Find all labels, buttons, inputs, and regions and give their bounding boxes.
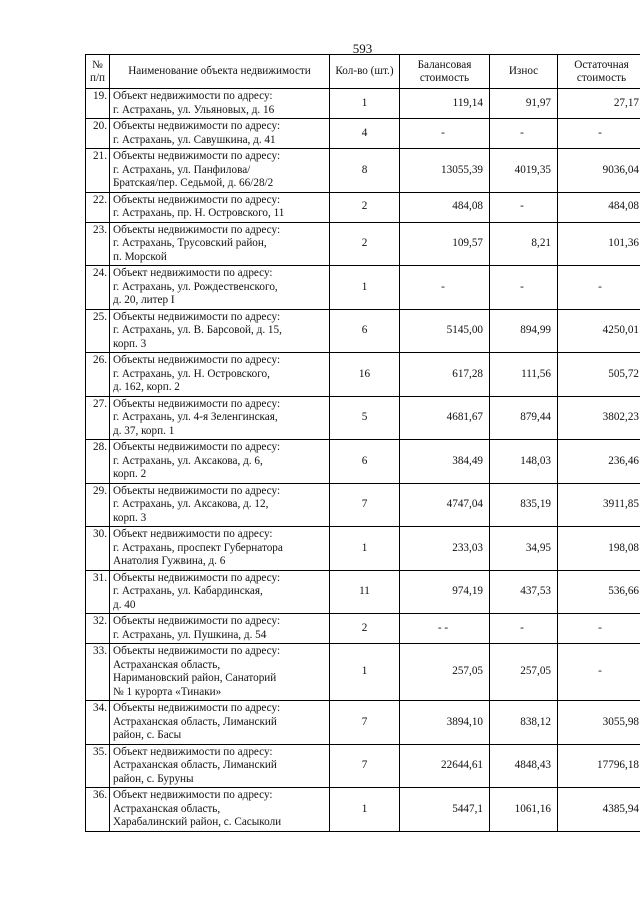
object-name-line: корп. 2 [113,468,147,480]
object-name [110,89,330,119]
object-name-line: г. Астрахань, Трусовский район, [113,237,267,249]
table-row [86,744,640,788]
object-name-line: д. 37, корп. 1 [113,424,175,437]
object-name-line: г. Астрахань, ул. Кабардинская, [113,585,263,597]
object-name-line: Братская/пер. Седьмой, д. 66/28/2 [113,177,274,189]
object-name-line: Объекты недвижимости по адресу: [113,484,281,497]
balance-value: 4747,04 [400,483,490,527]
object-name-line: п. Морской [113,250,167,263]
object-name-line: д. 162, корп. 2 [113,381,180,393]
object-name-line: Объекты недвижимости по адресу: [113,354,281,366]
table-row [86,527,640,571]
header-residual: Остаточная стоимость [558,55,640,89]
object-name [110,644,330,701]
row-number: 36. [86,788,110,832]
object-name [110,119,330,149]
table-header-row [86,55,640,89]
wear-value: 1061,16 [490,788,558,832]
quantity-cell: 2 [330,614,400,644]
residual-value: 3911,85 [558,483,640,527]
quantity-cell: 1 [330,527,400,571]
object-name-line: д. 40 [113,598,136,611]
object-name-line: № 1 курорта «Тинаки» [113,685,222,698]
residual-value: 4250,01 [558,309,640,353]
balance-value: 384,49 [400,440,490,484]
wear-value: 34,95 [490,527,558,571]
object-name [110,440,330,484]
object-name-line: г. Астрахань, ул. Савушкина, д. 41 [113,133,276,146]
quantity-cell: 16 [330,353,400,397]
object-name-line: Астраханская область, Лиманский [113,759,277,771]
object-name [110,396,330,440]
object-name [110,744,330,788]
table-row [86,89,640,119]
row-number: 22. [86,192,110,222]
wear-value: 4848,43 [490,744,558,788]
object-name-line: г. Астрахань, пр. Н. Островского, 11 [113,207,285,219]
object-name-line: Объекты недвижимости по адресу: [113,310,281,323]
object-name-line: Объекты недвижимости по адресу: [113,193,281,206]
residual-value: - [558,119,640,149]
table-row [86,788,640,832]
object-name-line: Объект недвижимости по адресу: [113,745,273,758]
table-row [86,483,640,527]
quantity-cell: 1 [330,89,400,119]
object-name [110,788,330,832]
row-number: 32. [86,614,110,644]
table-row [86,309,640,353]
residual-value: - [558,614,640,644]
object-name-line: Астраханская область, [113,802,221,815]
object-name-line: корп. 3 [113,337,147,350]
object-name-line: Наримановский район, Санаторий [113,672,277,684]
row-number: 26. [86,353,110,397]
balance-value: 22644,61 [400,744,490,788]
row-number: 25. [86,309,110,353]
wear-value: - [490,266,558,310]
object-name-line: корп. 3 [113,511,147,524]
balance-value: 3894,10 [400,701,490,745]
object-name [110,149,330,193]
residual-value: 236,46 [558,440,640,484]
row-number: 33. [86,644,110,701]
object-name-line: Объект недвижимости по адресу: [113,267,273,279]
wear-value: 437,53 [490,570,558,614]
row-number: 20. [86,119,110,149]
object-name-line: Астраханская область, Лиманский [113,715,277,728]
object-name [110,222,330,266]
quantity-cell: 2 [330,222,400,266]
wear-value: 91,97 [490,89,558,119]
object-name-line: Харабалинский район, с. Сасыколи [113,816,282,828]
object-name-line: Объект недвижимости по адресу: [113,90,273,102]
residual-value: 536,66 [558,570,640,614]
object-name [110,266,330,310]
object-name-line: Объекты недвижимости по адресу: [113,120,281,132]
object-name [110,570,330,614]
wear-value: 8,21 [490,222,558,266]
table-row [86,353,640,397]
quantity-cell: 7 [330,483,400,527]
balance-value: 5447,1 [400,788,490,832]
residual-value: 484,08 [558,192,640,222]
table-row [86,644,640,701]
wear-value: 838,12 [490,701,558,745]
object-name [110,192,330,222]
object-name-line: г. Астрахань, ул. В. Барсовой, д. 15, [113,324,282,336]
table-row [86,614,640,644]
row-number: 35. [86,744,110,788]
header-name: Наименование объекта недвижимости [110,55,330,89]
residual-value: 198,08 [558,527,640,571]
residual-value: 3802,23 [558,396,640,440]
wear-value: 257,05 [490,644,558,701]
balance-value: 109,57 [400,222,490,266]
object-name-line: г. Астрахань, ул. Рождественского, [113,280,278,293]
object-name-line: г. Астрахань, ул. Панфилова/ [113,163,251,176]
table-row [86,266,640,310]
object-name-line: Объекты недвижимости по адресу: [113,645,281,657]
object-name-line: Объекты недвижимости по адресу: [113,150,281,162]
balance-value: 4681,67 [400,396,490,440]
residual-value: 27,17 [558,89,640,119]
table-row [86,396,640,440]
wear-value: 894,99 [490,309,558,353]
balance-value: - [400,119,490,149]
quantity-cell: 6 [330,309,400,353]
quantity-cell: 1 [330,266,400,310]
property-table [85,54,640,832]
object-name-line: Объекты недвижимости по адресу: [113,615,281,627]
table-row [86,701,640,745]
balance-value: - - [400,614,490,644]
balance-value: 257,05 [400,644,490,701]
residual-value: 505,72 [558,353,640,397]
wear-value: 4019,35 [490,149,558,193]
object-name-line: Объекты недвижимости по адресу: [113,441,281,453]
quantity-cell: 8 [330,149,400,193]
wear-value: 879,44 [490,396,558,440]
wear-value: 111,56 [490,353,558,397]
residual-value: - [558,644,640,701]
object-name-line: Объекты недвижимости по адресу: [113,223,281,236]
object-name-line: Объекты недвижимости по адресу: [113,397,281,410]
row-number: 30. [86,527,110,571]
header-num: № п/п [86,55,110,89]
header-qty: Кол-во (шт.) [330,55,400,89]
balance-value: 13055,39 [400,149,490,193]
wear-value: - [490,614,558,644]
residual-value: - [558,266,640,310]
object-name [110,701,330,745]
object-name-line: г. Астрахань, ул. Пушкина, д. 54 [113,628,267,641]
balance-value: 974,19 [400,570,490,614]
object-name-line: Объект недвижимости по адресу: [113,789,273,801]
table-row [86,119,640,149]
object-name [110,483,330,527]
residual-value: 4385,94 [558,788,640,832]
residual-value: 3055,98 [558,701,640,745]
object-name-line: Астраханская область, [113,658,221,671]
wear-value: - [490,192,558,222]
table-row [86,222,640,266]
object-name [110,527,330,571]
row-number: 23. [86,222,110,266]
table-row [86,570,640,614]
wear-value: - [490,119,558,149]
object-name-line: г. Астрахань, проспект Губернатора [113,541,283,554]
wear-value: 148,03 [490,440,558,484]
quantity-cell: 1 [330,788,400,832]
header-wear: Износ [490,55,558,89]
balance-value: 119,14 [400,89,490,119]
header-balance: Балансовая стоимость [400,55,490,89]
balance-value: 5145,00 [400,309,490,353]
balance-value: 233,03 [400,527,490,571]
quantity-cell: 5 [330,396,400,440]
object-name-line: г. Астрахань, ул. Н. Островского, [113,367,270,380]
row-number: 31. [86,570,110,614]
quantity-cell: 6 [330,440,400,484]
balance-value: 484,08 [400,192,490,222]
object-name-line: д. 20, литер I [113,294,175,306]
balance-value: - [400,266,490,310]
quantity-cell: 2 [330,192,400,222]
row-number: 28. [86,440,110,484]
row-number: 34. [86,701,110,745]
table-row [86,192,640,222]
row-number: 21. [86,149,110,193]
object-name-line: район, с. Буруны [113,772,194,785]
quantity-cell: 7 [330,744,400,788]
row-number: 19. [86,89,110,119]
object-name-line: г. Астрахань, ул. Аксакова, д. 6, [113,454,263,467]
object-name [110,309,330,353]
object-name-line: Объекты недвижимости по адресу: [113,702,281,714]
object-name [110,614,330,644]
object-name-line: Анатолия Гужвина, д. 6 [113,555,226,567]
row-number: 27. [86,396,110,440]
object-name [110,353,330,397]
object-name-line: г. Астрахань, ул. 4-я Зеленгинская, [113,411,278,423]
table-row [86,440,640,484]
quantity-cell: 4 [330,119,400,149]
table-row [86,149,640,193]
row-number: 29. [86,483,110,527]
object-name-line: г. Астрахань, ул. Аксакова, д. 12, [113,498,269,510]
row-number: 24. [86,266,110,310]
object-name-line: район, с. Басы [113,729,182,741]
residual-value: 17796,18 [558,744,640,788]
wear-value: 835,19 [490,483,558,527]
residual-value: 9036,04 [558,149,640,193]
object-name-line: Объекты недвижимости по адресу: [113,571,281,584]
object-name-line: г. Астрахань, ул. Ульяновых, д. 16 [113,103,275,116]
balance-value: 617,28 [400,353,490,397]
residual-value: 101,36 [558,222,640,266]
quantity-cell: 7 [330,701,400,745]
object-name-line: Объект недвижимости по адресу: [113,528,273,540]
page-number: 593 [352,41,373,56]
quantity-cell: 11 [330,570,400,614]
quantity-cell: 1 [330,644,400,701]
